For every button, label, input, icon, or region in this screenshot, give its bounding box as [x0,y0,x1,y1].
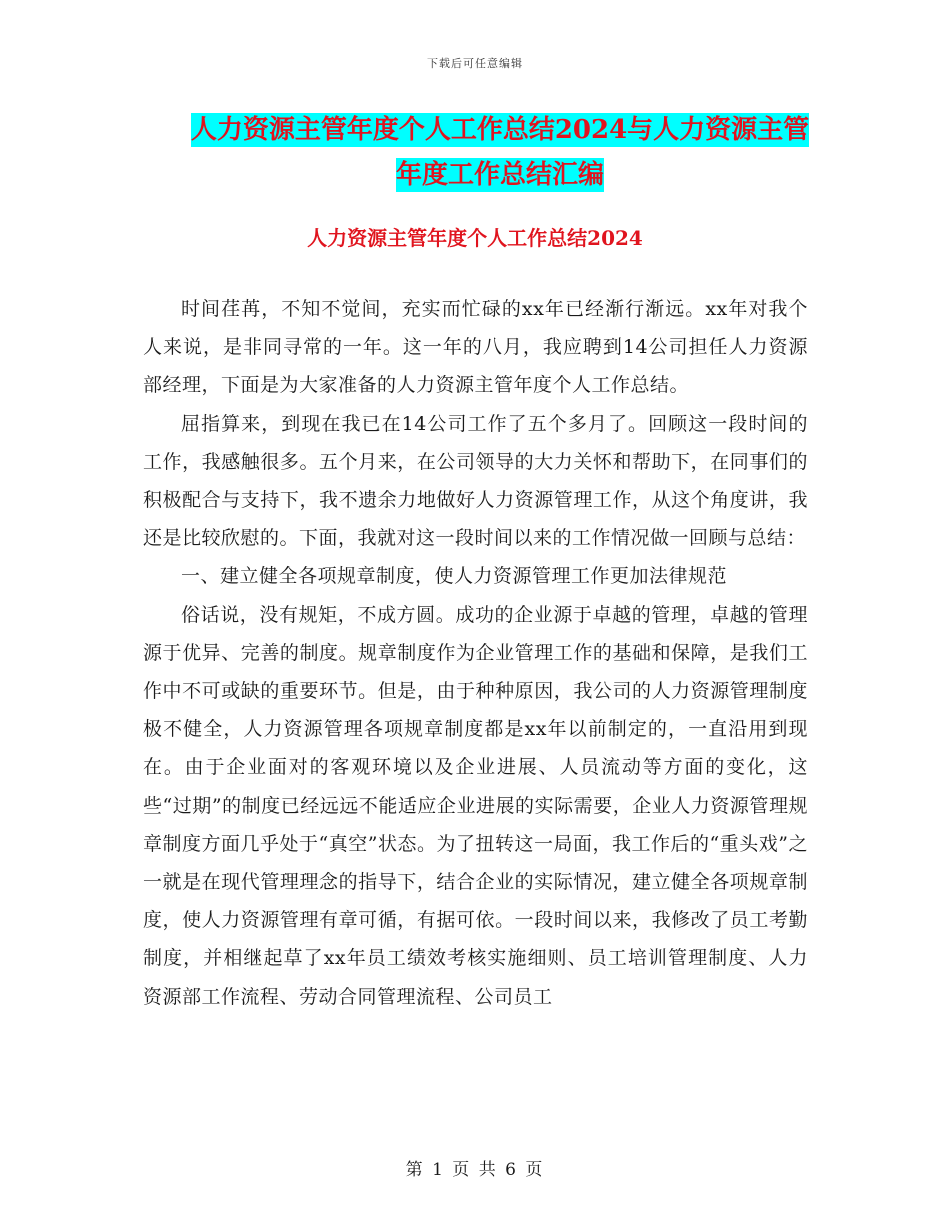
document-title-line-1: 人力资源主管年度个人工作总结2024与人力资源主管 [190,115,810,145]
section-title: 人力资源主管年度个人工作总结2024 [307,226,643,250]
paragraph-rules: 俗话说，没有规矩，不成方圆。成功的企业源于卓越的管理，卓越的管理源于优异、完善的制度。规章制度作为企业管理工作的基础和保障，是我们工作中不可或缺的重要环节。但是，由于种种原因，我公司的人力资源管理制度极不健全，人力资源管理各项规章制度都是xx年以前制定的，一直沿用到现在。由于企业面对的客观环境以及企业进展、人员流动等方面的变化，这些“过期”的制度已经远远不能适应企业进展的实际需要，企业人力资源管理规章制度方面几乎处于“真空”状态。为了扭转这一局面，我工作后的“重头戏”之一就是在现代管理理念的指导下，结合企业的实际情况，建立健全各项规章制度，使人力资源管理有章可循，有据可依。一段时间以来，我修改了员工考勤制度，并相继起草了xx年员工绩效考核实施细则、员工培训管理制度、人力资源部工作流程、劳动合同管理流程、公司员工 [143,603,808,1008]
document-title-line-2: 年度工作总结汇编 [395,160,604,190]
page-footer: 第 1 页 共 6 页 [405,1160,545,1180]
paragraph-review: 屈指算来，到现在我已在14公司工作了五个多月了。回顾这一段时间的工作，我感触很多。五个月来，在公司领导的大力关怀和帮助下，在同事们的积极配合与支持下，我不遗余力地做好人力资源管理工作，从这个角度讲，我还是比较欣慰的。下面，我就对这一段时间以来的工作情况做一回顾与总结： [143,412,808,550]
paragraph-heading-one: 一、建立健全各项规章制度，使人力资源管理工作更加法律规范 [181,565,728,588]
header-note: 下载后可任意编辑 [427,57,523,70]
document-title [130,108,870,198]
paragraph-intro: 时间荏苒，不知不觉间，充实而忙碌的xx年已经渐行渐远。xx年对我个人来说，是非同寻常的一年。这一年的八月，我应聘到14公司担任人力资源部经理，下面是为大家准备的人力资源主管年度个人工作总结。 [143,298,808,397]
body-text [143,290,808,1016]
